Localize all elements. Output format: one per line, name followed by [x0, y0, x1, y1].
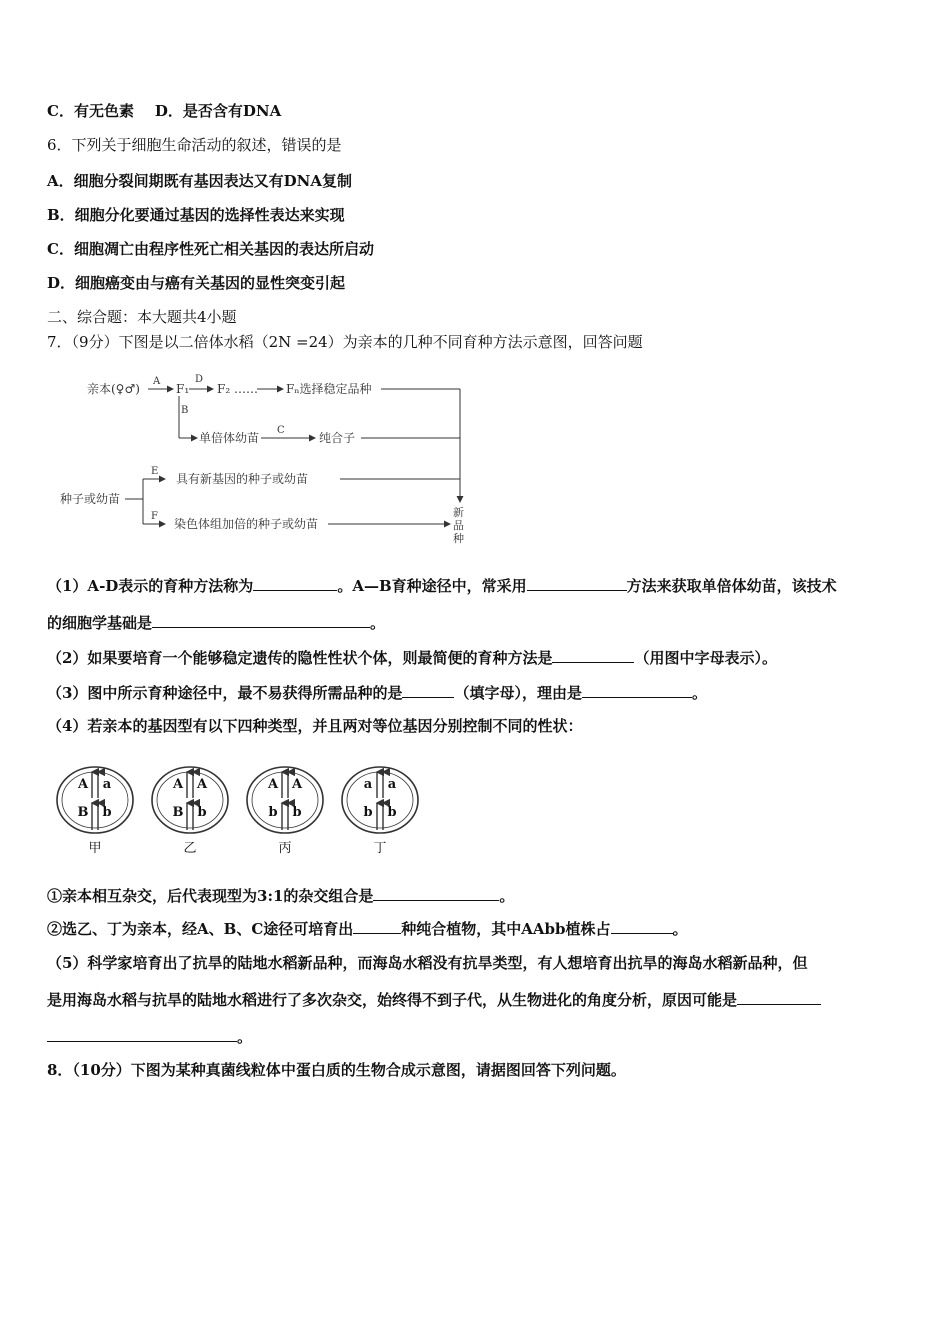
diagram-label-f: F — [151, 511, 158, 522]
diagram-pure: 纯合子 — [319, 431, 356, 445]
q7-sub2: ②选乙、丁为亲本，经A、B、C途径可培育出 种纯合植物，其中AAbb植株占 。 — [47, 917, 688, 940]
answer-blank[interactable] — [611, 917, 673, 934]
cell-label: 丁 — [373, 841, 387, 856]
allele-bottom-right: b — [387, 805, 397, 820]
allele-top-right: a — [387, 777, 397, 792]
cell-inner-membrane — [157, 772, 223, 828]
allele-bottom-right: b — [292, 805, 302, 820]
cell-label: 甲 — [88, 841, 102, 856]
q7-part3: （3）图中所示育种途径中，最不易获得所需品种的是 （填字母），理由是 。 — [47, 681, 707, 704]
answer-blank[interactable] — [527, 574, 627, 591]
q5-option-d: D．是否含有DNA — [154, 102, 282, 120]
diagram-new-variety-1: 新 — [453, 506, 464, 519]
diagram-new-variety-2: 品 — [453, 519, 464, 532]
q7-part1-line1: （1）A-D表示的育种方法称为 。A—B育种途径中，常采用 方法来获取单倍体幼苗，该技术 — [47, 574, 837, 597]
allele-top-left: a — [363, 777, 373, 792]
q6-option-a: A．细胞分裂间期既有基因表达又有DNA复制 — [47, 172, 352, 190]
allele-bottom-left: b — [363, 805, 373, 820]
diagram-haploid: 单倍体幼苗 — [199, 431, 260, 445]
cell-membrane — [342, 767, 418, 833]
genotype-cells-diagram — [50, 760, 430, 860]
diagram-fn: Fₙ选择稳定品种 — [286, 382, 372, 396]
q5-option-c: C．有无色素 — [47, 102, 134, 120]
answer-blank[interactable] — [737, 988, 821, 1005]
answer-blank[interactable] — [47, 1025, 237, 1042]
diagram-label-c: C — [277, 425, 285, 436]
answer-blank[interactable] — [402, 681, 454, 698]
diagram-f2: F₂ …… — [217, 382, 258, 396]
breeding-diagram — [55, 362, 485, 552]
diagram-label-a: A — [153, 376, 161, 387]
allele-top-left: A — [77, 777, 89, 792]
q7-part2: （2）如果要培育一个能够稳定遗传的隐性性状个体，则最简便的育种方法是 （用图中字母表示）。 — [47, 646, 777, 669]
diagram-new-variety-3: 种 — [453, 532, 464, 545]
answer-blank[interactable] — [552, 646, 634, 663]
q7-sub1: ①亲本相互杂交，后代表现型为3:1的杂交组合是 。 — [47, 884, 514, 907]
cell-label: 乙 — [183, 841, 197, 856]
diagram-seed: 种子或幼苗 — [60, 492, 121, 506]
q6-option-d: D．细胞癌变由与癌有关基因的显性突变引起 — [47, 274, 346, 292]
answer-blank[interactable] — [353, 917, 401, 934]
q5-options-line — [47, 100, 281, 122]
diagram-label-b: B — [181, 405, 189, 416]
answer-blank[interactable] — [582, 681, 692, 698]
diagram-new-gene: 具有新基因的种子或幼苗 — [176, 472, 309, 486]
allele-top-right: A — [196, 777, 208, 792]
answer-blank[interactable] — [253, 574, 337, 591]
cell-membrane — [247, 767, 323, 833]
allele-bottom-left: b — [268, 805, 278, 820]
diagram-label-e: E — [151, 466, 159, 477]
q7-part1-line2: 的细胞学基础是 。 — [47, 611, 385, 634]
q6-option-b: B．细胞分化要通过基因的选择性表达来实现 — [47, 206, 345, 224]
diagram-doubled: 染色体组加倍的种子或幼苗 — [174, 517, 319, 531]
diagram-parent: 亲本(♀♂) — [87, 382, 140, 396]
allele-top-right: A — [291, 777, 303, 792]
cell-inner-membrane — [62, 772, 128, 828]
q7-part5-line3: 。 — [47, 1025, 252, 1048]
q6-stem: 6．下列关于细胞生命活动的叙述，错误的是 — [47, 136, 342, 154]
cell-inner-membrane — [252, 772, 318, 828]
allele-bottom-right: b — [197, 805, 207, 820]
q7-part5-line2: 是用海岛水稻与抗旱的陆地水稻进行了多次杂交，始终得不到子代，从生物进化的角度分析，原因可能是 — [47, 988, 821, 1011]
diagram-label-d: D — [195, 374, 204, 385]
allele-bottom-left: B — [77, 805, 89, 820]
cell-inner-membrane — [347, 772, 413, 828]
q7-part5-line1: （5）科学家培育出了抗旱的陆地水稻新品种，而海岛水稻没有抗旱类型，有人想培育出抗旱的海岛水稻新品种，但 — [47, 954, 808, 972]
q7-stem: 7．（9分）下图是以二倍体水稻（2N =24）为亲本的几种不同育种方法示意图，回答问题 — [47, 333, 643, 351]
q6-option-c: C．细胞凋亡由程序性死亡相关基因的表达所启动 — [47, 240, 374, 258]
allele-bottom-right: b — [102, 805, 112, 820]
diagram-f1: F₁ — [176, 382, 190, 396]
cell-membrane — [57, 767, 133, 833]
answer-blank[interactable] — [373, 884, 499, 901]
answer-blank[interactable] — [152, 611, 370, 628]
allele-top-right: a — [102, 777, 112, 792]
allele-bottom-left: B — [172, 805, 184, 820]
cell-membrane — [152, 767, 228, 833]
allele-top-left: A — [172, 777, 184, 792]
q8-stem: 8．（10分）下图为某种真菌线粒体中蛋白质的生物合成示意图，请据图回答下列问题。 — [47, 1061, 626, 1079]
q7-part4: （4）若亲本的基因型有以下四种类型，并且两对等位基因分别控制不同的性状： — [47, 717, 583, 735]
cell-label: 丙 — [278, 841, 292, 856]
section-heading: 二、综合题：本大题共4小题 — [47, 308, 237, 326]
allele-top-left: A — [267, 777, 279, 792]
